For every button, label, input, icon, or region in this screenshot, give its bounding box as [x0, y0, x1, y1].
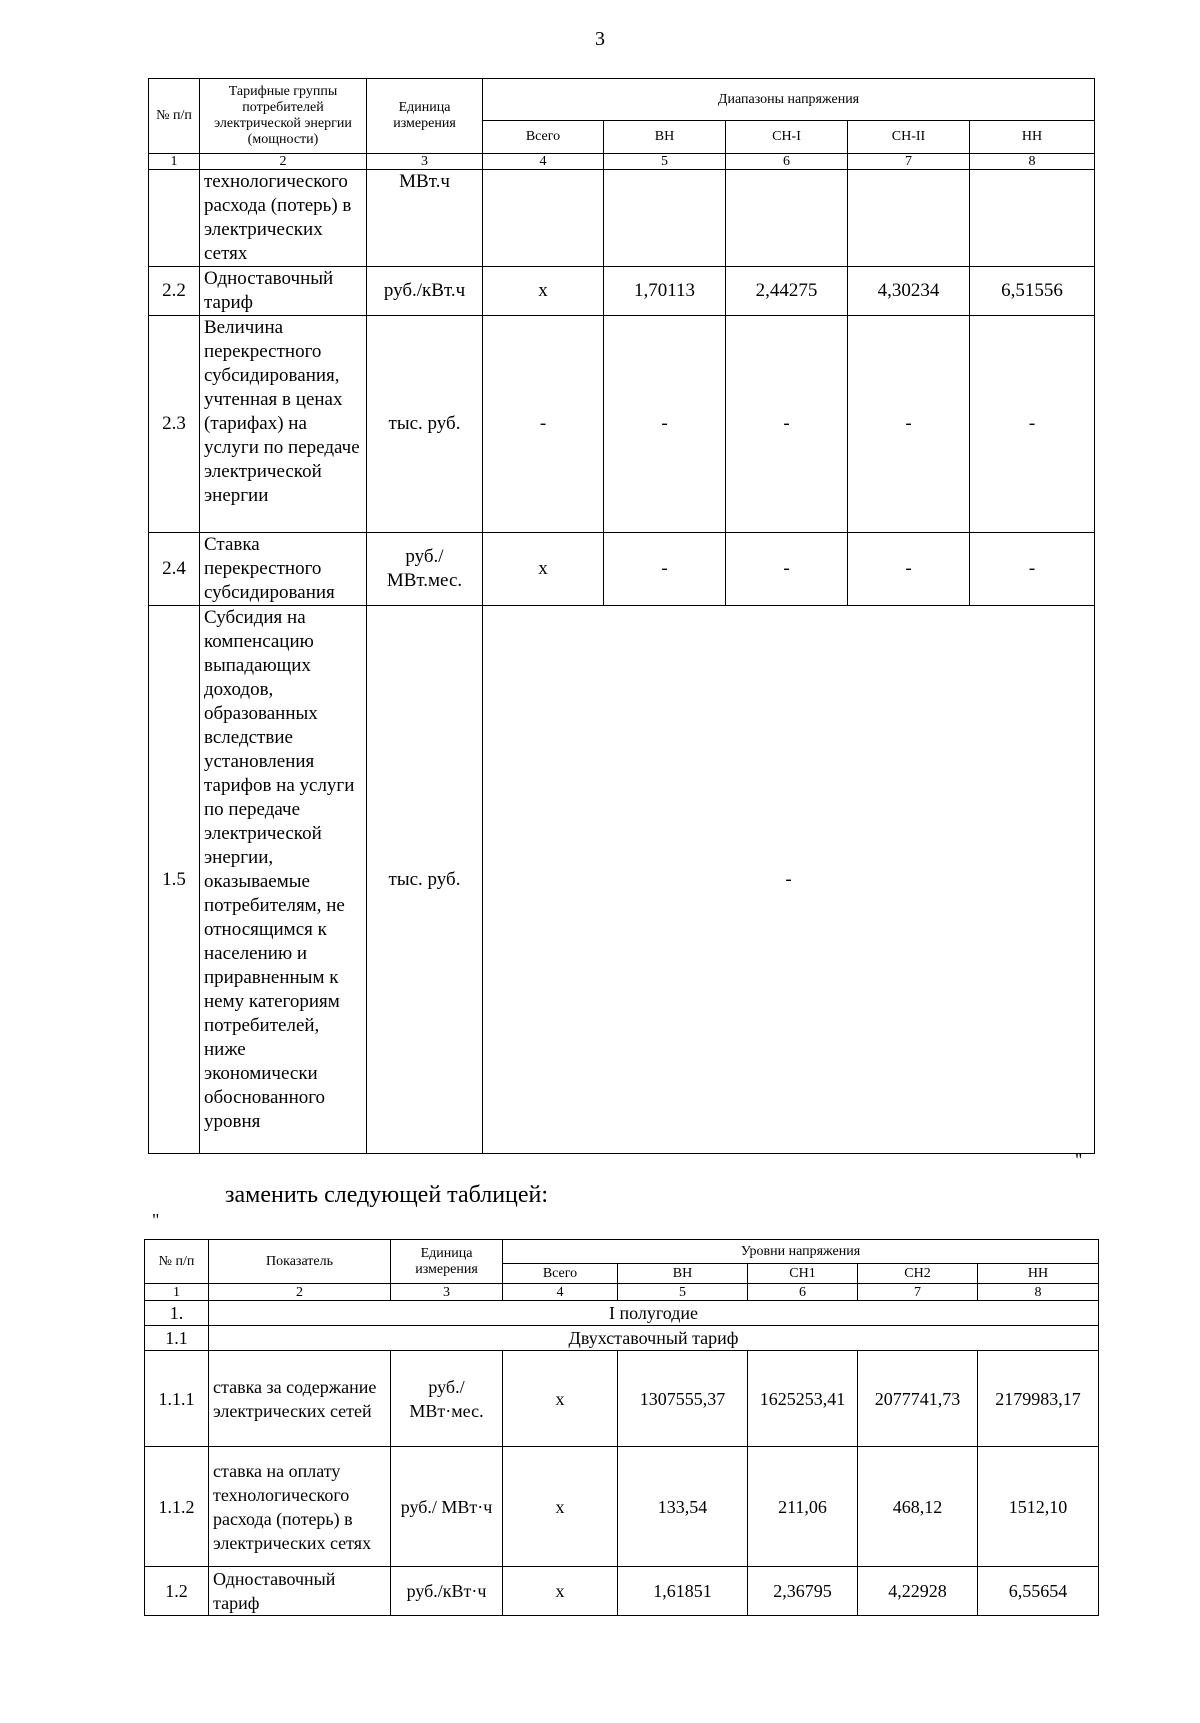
row-value: - [604, 316, 726, 533]
row-value: 1625253,41 [748, 1351, 858, 1447]
row-value: 6,55654 [978, 1567, 1099, 1616]
row-value: - [726, 533, 848, 606]
row-value: 1,61851 [618, 1567, 748, 1616]
row-num: 1.1.2 [145, 1447, 209, 1567]
section-row [145, 1301, 1099, 1326]
row-name: технологического расхода (потерь) в электрических сетях [200, 170, 367, 267]
col-number: 7 [858, 1284, 978, 1301]
page-number: 3 [595, 28, 605, 50]
row-name: ставка на оплату технологического расхода (потерь) в электрических сетях [209, 1447, 391, 1567]
col-number: 4 [483, 154, 604, 170]
row-value: 468,12 [858, 1447, 978, 1567]
row-unit: руб./ МВт·мес. [391, 1351, 503, 1447]
old-tariff-table [148, 78, 1095, 1154]
header-sn1: СН-I [726, 121, 848, 154]
table-row [149, 170, 1095, 267]
row-unit: тыс. руб. [367, 606, 483, 1154]
header-sn2: СН-II [848, 121, 970, 154]
row-num: 1.1.1 [145, 1351, 209, 1447]
row-value: 2077741,73 [858, 1351, 978, 1447]
header-sn2: СН2 [858, 1264, 978, 1284]
table-row [145, 1351, 1099, 1447]
row-value [848, 170, 970, 267]
col-number: 2 [209, 1284, 391, 1301]
row-value: - [604, 533, 726, 606]
header-unit: Единица измерения [391, 1240, 503, 1284]
row-unit: руб./кВт·ч [391, 1567, 503, 1616]
row-value [604, 170, 726, 267]
row-num: 1.2 [145, 1567, 209, 1616]
row-name: Ставка перекрестного субсидирования [200, 533, 367, 606]
row-name: Одноставочный тариф [200, 267, 367, 316]
table-row [145, 1447, 1099, 1567]
row-value: 2179983,17 [978, 1351, 1099, 1447]
row-unit: руб./кВт.ч [367, 267, 483, 316]
row-unit: руб./ МВт.мес. [367, 533, 483, 606]
row-unit: руб./ МВт·ч [391, 1447, 503, 1567]
row-name: Величина перекрестного субсидирования, учтенная в ценах (тарифах) на услуги по передаче электрической энергии [200, 316, 367, 533]
col-number: 6 [726, 154, 848, 170]
row-value: - [483, 316, 604, 533]
section-title: I полугодие [209, 1301, 1099, 1326]
row-value: 1512,10 [978, 1447, 1099, 1567]
col-number: 5 [618, 1284, 748, 1301]
row-value: 2,44275 [726, 267, 848, 316]
row-value: х [503, 1567, 618, 1616]
row-num: 2.3 [149, 316, 200, 533]
header-num: № п/п [145, 1240, 209, 1284]
row-num [149, 170, 200, 267]
row-value: 4,22928 [858, 1567, 978, 1616]
header-indicator: Показатель [209, 1240, 391, 1284]
col-number: 1 [149, 154, 200, 170]
row-value: 6,51556 [970, 267, 1095, 316]
table-row [149, 606, 1095, 1154]
col-number: 1 [145, 1284, 209, 1301]
row-merged-value: - [483, 606, 1095, 1154]
row-value: х [483, 533, 604, 606]
row-value: 211,06 [748, 1447, 858, 1567]
row-value [970, 170, 1095, 267]
col-number: 3 [391, 1284, 503, 1301]
header-levels: Уровни напряжения [503, 1240, 1099, 1264]
new-tariff-table [144, 1239, 1099, 1616]
table-row [149, 316, 1095, 533]
row-value: - [970, 316, 1095, 533]
row-value: 1,70113 [604, 267, 726, 316]
section-title: Двухставочный тариф [209, 1326, 1099, 1351]
row-value: 2,36795 [748, 1567, 858, 1616]
header-vn: ВН [604, 121, 726, 154]
header-all: Всего [483, 121, 604, 154]
row-value: х [483, 267, 604, 316]
row-value: 133,54 [618, 1447, 748, 1567]
row-value: 4,30234 [848, 267, 970, 316]
closing-quote: " [1075, 1150, 1083, 1170]
row-unit: МВт.ч [367, 170, 483, 267]
header-group: Тарифные группы потребителей электрической энергии (мощности) [200, 79, 367, 154]
header-ranges: Диапазоны напряжения [483, 79, 1095, 121]
header-vn: ВН [618, 1264, 748, 1284]
row-value: х [503, 1447, 618, 1567]
row-name: Субсидия на компенсацию выпадающих доходов, образованных вследствие установления тарифов на услуги по передаче электрической энергии, оказываемые потребителям, не относящимся к населению и приравненным к нему категориям потребителей, ниже экономически обоснованного уровня [200, 606, 367, 1154]
header-num: № п/п [149, 79, 200, 154]
header-nn: НН [978, 1264, 1099, 1284]
row-name: ставка за содержание электрических сетей [209, 1351, 391, 1447]
row-value [483, 170, 604, 267]
col-number: 7 [848, 154, 970, 170]
table-row [145, 1567, 1099, 1616]
header-all: Всего [503, 1264, 618, 1284]
header-sn1: СН1 [748, 1264, 858, 1284]
col-number: 6 [748, 1284, 858, 1301]
col-number: 5 [604, 154, 726, 170]
header-nn: НН [970, 121, 1095, 154]
row-value: - [848, 316, 970, 533]
row-value: - [970, 533, 1095, 606]
row-value: х [503, 1351, 618, 1447]
section-num: 1. [145, 1301, 209, 1326]
row-value: 1307555,37 [618, 1351, 748, 1447]
row-unit: тыс. руб. [367, 316, 483, 533]
col-number: 4 [503, 1284, 618, 1301]
table-row [149, 533, 1095, 606]
row-name: Одноставочный тариф [209, 1567, 391, 1616]
row-value [726, 170, 848, 267]
row-num: 2.4 [149, 533, 200, 606]
replace-instruction: заменить следующей таблицей: [225, 1182, 549, 1208]
section-row [145, 1326, 1099, 1351]
col-number: 8 [970, 154, 1095, 170]
header-unit: Единица измерения [367, 79, 483, 154]
row-value: - [726, 316, 848, 533]
row-num: 1.5 [149, 606, 200, 1154]
row-num: 2.2 [149, 267, 200, 316]
col-number: 2 [200, 154, 367, 170]
section-num: 1.1 [145, 1326, 209, 1351]
opening-quote: " [152, 1210, 160, 1230]
col-number: 8 [978, 1284, 1099, 1301]
col-number: 3 [367, 154, 483, 170]
table-row [149, 267, 1095, 316]
row-value: - [848, 533, 970, 606]
